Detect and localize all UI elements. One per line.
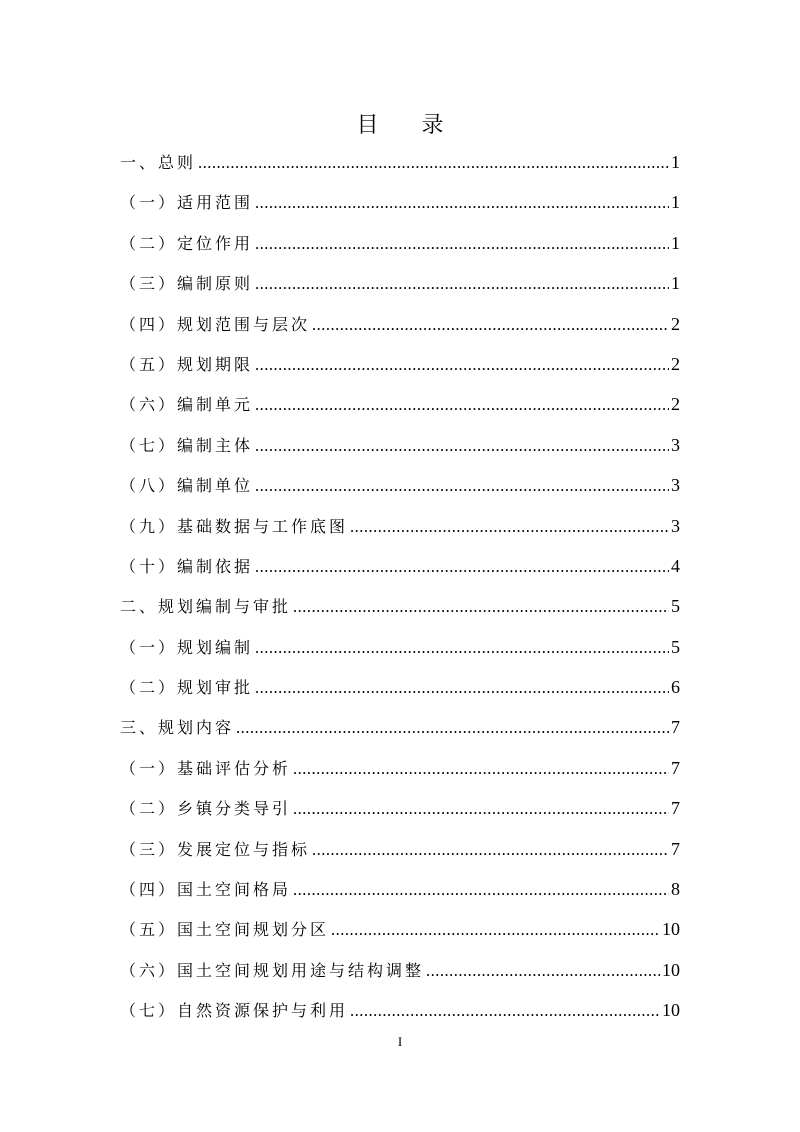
leader-dots (331, 917, 660, 943)
leader-dots (293, 594, 669, 620)
page-number-footer: I (397, 1034, 403, 1049)
toc-entry-label: （四）国土空间格局 (120, 880, 292, 900)
toc-entry-label: （十）编制依据 (120, 556, 254, 576)
toc-entry-page: 7 (671, 838, 680, 859)
page-title: 目 录 (356, 113, 462, 138)
leader-dots (255, 352, 669, 378)
toc-entry-label: （一）基础评估分析 (120, 758, 292, 778)
toc-entry[interactable] (120, 593, 680, 633)
leader-dots (255, 473, 669, 499)
toc-entry[interactable] (120, 876, 680, 916)
leader-dots (293, 756, 669, 782)
toc-entry[interactable] (120, 189, 680, 229)
toc-entry[interactable] (120, 674, 680, 714)
leader-dots (350, 998, 660, 1024)
leader-dots (426, 958, 660, 984)
toc-entry-label: （二）乡镇分类导引 (120, 799, 292, 819)
toc-entry-page: 4 (671, 555, 680, 576)
toc-entry-label: （七）编制主体 (120, 435, 254, 455)
leader-dots (236, 715, 669, 741)
toc-entry-label: （五）国土空间规划分区 (120, 920, 330, 940)
toc-entry-page: 7 (671, 798, 680, 819)
toc-entry-page: 3 (671, 434, 680, 455)
toc-entry-label: （九）基础数据与工作底图 (120, 516, 349, 536)
toc-entry-page: 5 (671, 596, 680, 617)
toc-entry-page: 3 (671, 515, 680, 536)
toc-entry-page: 6 (671, 677, 680, 698)
toc-entry-page: 7 (671, 757, 680, 778)
toc-entry-label: （一）规划编制 (120, 637, 254, 657)
leader-dots (255, 271, 669, 297)
toc-entry-page: 5 (671, 636, 680, 657)
leader-dots (312, 312, 669, 338)
toc-entry-label: （二）规划审批 (120, 678, 254, 698)
toc-entry-page: 1 (671, 152, 680, 172)
toc-entry[interactable] (120, 351, 680, 391)
toc-entry-label: （三）编制原则 (120, 274, 254, 294)
toc-entry[interactable] (120, 230, 680, 270)
toc-entry[interactable] (120, 957, 680, 997)
leader-dots (255, 635, 669, 661)
toc-entry-page: 10 (662, 1000, 680, 1021)
toc-entry-label: 一、总则 (120, 153, 197, 172)
toc-entry-page: 2 (671, 353, 680, 374)
toc-entry-label: （五）规划期限 (120, 354, 254, 374)
toc-entry-label: （六）国土空间规划用途与结构调整 (120, 960, 425, 980)
toc-entry[interactable] (120, 553, 680, 593)
leader-dots (255, 554, 669, 580)
toc-entry[interactable] (120, 634, 680, 674)
toc-entry[interactable] (120, 391, 680, 431)
toc-entry-label: （二）定位作用 (120, 233, 254, 253)
leader-dots (255, 392, 669, 418)
toc-entry-label: （三）发展定位与指标 (120, 839, 311, 859)
toc-entry[interactable] (120, 311, 680, 351)
leader-dots (312, 837, 669, 863)
toc-entry-label: （七）自然资源保护与利用 (120, 1001, 349, 1021)
toc-entry[interactable] (120, 997, 680, 1037)
leader-dots (255, 675, 669, 701)
toc-entry-label: （八）编制单位 (120, 476, 254, 496)
toc-entry[interactable] (120, 916, 680, 956)
leader-dots (255, 190, 669, 216)
toc-entry[interactable] (120, 513, 680, 553)
toc-entry[interactable] (120, 432, 680, 472)
toc-entry-page: 7 (671, 717, 680, 738)
toc-entry-label: 二、规划编制与审批 (120, 597, 292, 617)
leader-dots (293, 877, 669, 903)
toc-entry[interactable] (120, 149, 680, 189)
toc-entry-page: 3 (671, 475, 680, 496)
toc-entry-label: （四）规划范围与层次 (120, 314, 311, 334)
toc-entry[interactable] (120, 795, 680, 835)
toc-entry-page: 1 (671, 232, 680, 253)
toc-entry-page: 10 (662, 959, 680, 980)
toc-entry-page: 2 (671, 313, 680, 334)
toc-entry[interactable] (120, 755, 680, 795)
toc-entry[interactable] (120, 836, 680, 876)
toc-entry-page: 2 (671, 394, 680, 415)
leader-dots (293, 796, 669, 822)
table-of-contents (120, 149, 680, 1038)
toc-entry-page: 10 (662, 919, 680, 940)
toc-entry[interactable] (120, 270, 680, 310)
toc-entry-page: 1 (671, 192, 680, 213)
leader-dots (198, 150, 669, 176)
toc-entry-label: （一）适用范围 (120, 193, 254, 213)
toc-entry[interactable] (120, 472, 680, 512)
toc-entry[interactable] (120, 714, 680, 754)
leader-dots (255, 433, 669, 459)
toc-entry-label: 三、规划内容 (120, 718, 235, 738)
leader-dots (350, 514, 669, 540)
toc-entry-page: 8 (671, 879, 680, 900)
toc-entry-page: 1 (671, 273, 680, 294)
toc-entry-label: （六）编制单元 (120, 395, 254, 415)
leader-dots (255, 231, 669, 257)
